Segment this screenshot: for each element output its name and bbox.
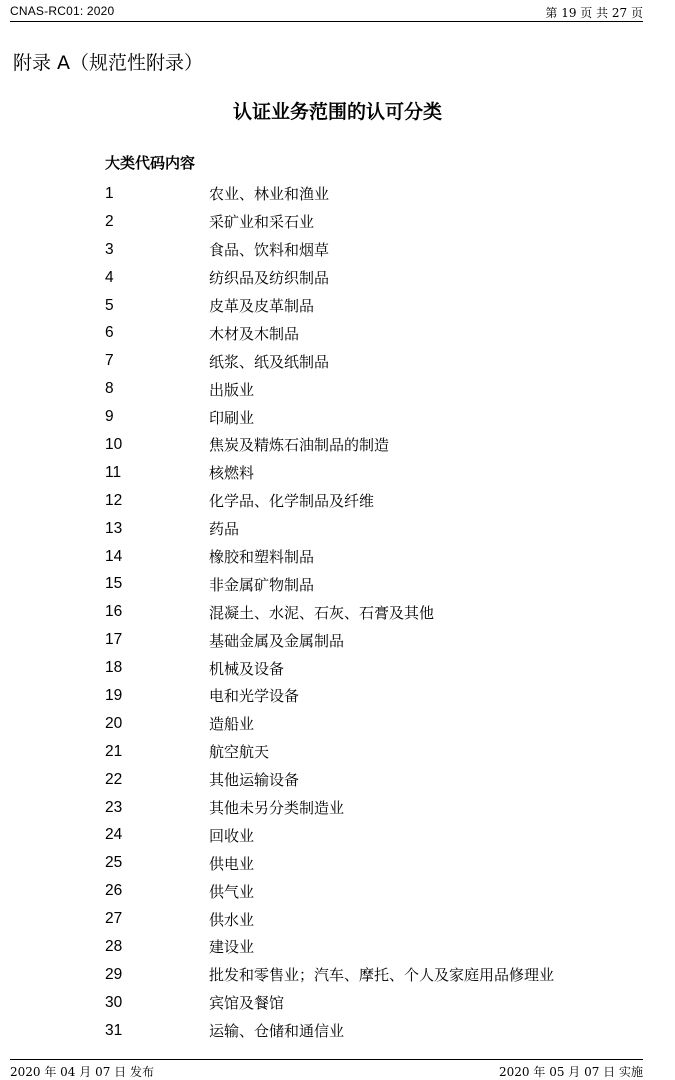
category-content: 宾馆及餐馆	[209, 994, 285, 1013]
category-content: 纸浆、纸及纸制品	[209, 352, 330, 371]
category-content: 纺织品及纺织制品	[209, 269, 330, 288]
category-content: 印刷业	[209, 408, 255, 427]
category-code: 12	[105, 491, 123, 509]
category-content: 非金属矿物制品	[209, 575, 315, 594]
category-content: 农业、林业和渔业	[209, 185, 330, 204]
category-code: 27	[105, 910, 123, 928]
category-code: 22	[105, 770, 123, 788]
list-item	[105, 459, 554, 487]
category-content: 电和光学设备	[209, 687, 300, 706]
category-code: 29	[105, 965, 123, 983]
category-content: 回收业	[209, 826, 255, 845]
category-content: 出版业	[209, 380, 255, 399]
page-number: 第 19 页 共 27 页	[545, 6, 643, 20]
category-content: 化学品、化学制品及纤维	[209, 492, 375, 511]
list-item	[105, 264, 554, 292]
list-item	[105, 570, 554, 598]
document-code: CNAS-RC01: 2020	[10, 4, 115, 18]
category-code: 10	[105, 435, 123, 453]
list-item	[105, 319, 554, 347]
category-code: 19	[105, 686, 123, 704]
list-item	[105, 989, 554, 1017]
category-content: 其他运输设备	[209, 771, 300, 790]
category-code: 25	[105, 854, 123, 872]
category-content: 批发和零售业；汽车、摩托、个人及家庭用品修理业	[209, 966, 555, 985]
category-code: 11	[105, 463, 122, 481]
list-item	[105, 682, 554, 710]
category-code: 31	[105, 1021, 123, 1039]
page-title: 认证业务范围的认可分类	[232, 101, 442, 123]
category-content: 木材及木制品	[209, 324, 300, 343]
category-content: 焦炭及精炼石油制品的制造	[209, 436, 390, 455]
list-item	[105, 766, 554, 794]
list-item	[105, 598, 554, 626]
effective-date: 2020 年 05 月 07 日 实施	[499, 1065, 643, 1079]
list-item	[105, 1017, 554, 1045]
category-content: 造船业	[209, 715, 255, 734]
category-list	[105, 180, 554, 1045]
category-code: 18	[105, 659, 123, 677]
list-item	[105, 515, 554, 543]
category-code: 17	[105, 631, 123, 649]
category-content: 采矿业和采石业	[209, 213, 315, 232]
list-item	[105, 236, 554, 264]
category-code: 15	[105, 575, 123, 593]
page-header	[10, 2, 643, 22]
category-code: 9	[105, 408, 114, 426]
publish-date: 2020 年 04 月 07 日 发布	[10, 1065, 154, 1079]
appendix-title: 附录 A（规范性附录）	[13, 52, 204, 74]
list-item	[105, 180, 554, 208]
list-item	[105, 347, 554, 375]
category-content: 运输、仓储和通信业	[209, 1022, 345, 1041]
category-content: 供电业	[209, 854, 255, 873]
category-content: 建设业	[209, 938, 255, 957]
page-footer	[10, 1059, 643, 1080]
category-code: 26	[105, 882, 123, 900]
category-code: 1	[105, 184, 114, 202]
list-item	[105, 375, 554, 403]
category-code: 4	[105, 268, 114, 286]
category-code: 8	[105, 380, 114, 398]
category-content: 橡胶和塑料制品	[209, 548, 315, 567]
category-code: 14	[105, 547, 123, 565]
category-code: 20	[105, 714, 123, 732]
list-item	[105, 877, 554, 905]
category-content: 皮革及皮革制品	[209, 297, 315, 315]
category-code: 3	[105, 240, 114, 258]
list-item	[105, 933, 554, 961]
list-item	[105, 738, 554, 766]
category-code: 21	[105, 742, 123, 760]
table-header: 大类代码内容	[105, 154, 196, 172]
category-code: 5	[105, 296, 114, 314]
list-item	[105, 626, 554, 654]
category-code: 24	[105, 826, 123, 844]
category-content: 供气业	[209, 882, 255, 901]
category-code: 2	[105, 212, 114, 230]
category-content: 药品	[209, 520, 240, 539]
category-code: 28	[105, 937, 123, 955]
list-item	[105, 543, 554, 571]
list-item	[105, 849, 554, 877]
list-item	[105, 208, 554, 236]
category-code: 30	[105, 993, 123, 1011]
list-item	[105, 710, 554, 738]
category-content: 供水业	[209, 910, 255, 929]
list-item	[105, 431, 554, 459]
list-item	[105, 487, 554, 515]
category-content: 食品、饮料和烟草	[209, 241, 330, 260]
category-content: 机械及设备	[209, 659, 285, 678]
category-content: 航空航天	[209, 743, 270, 762]
list-item	[105, 794, 554, 822]
list-item	[105, 961, 554, 989]
category-content: 核燃料	[209, 464, 255, 483]
list-item	[105, 821, 554, 849]
category-content: 基础金属及金属制品	[209, 631, 345, 650]
category-code: 16	[105, 603, 123, 621]
category-code: 6	[105, 324, 114, 342]
category-code: 7	[105, 352, 114, 370]
category-content: 其他未另分类制造业	[209, 799, 345, 818]
list-item	[105, 905, 554, 933]
category-code: 23	[105, 798, 123, 816]
list-item	[105, 654, 554, 682]
list-item	[105, 403, 554, 431]
category-content: 混凝土、水泥、石灰、石膏及其他	[209, 603, 435, 622]
list-item	[105, 292, 554, 320]
category-code: 13	[105, 519, 123, 537]
